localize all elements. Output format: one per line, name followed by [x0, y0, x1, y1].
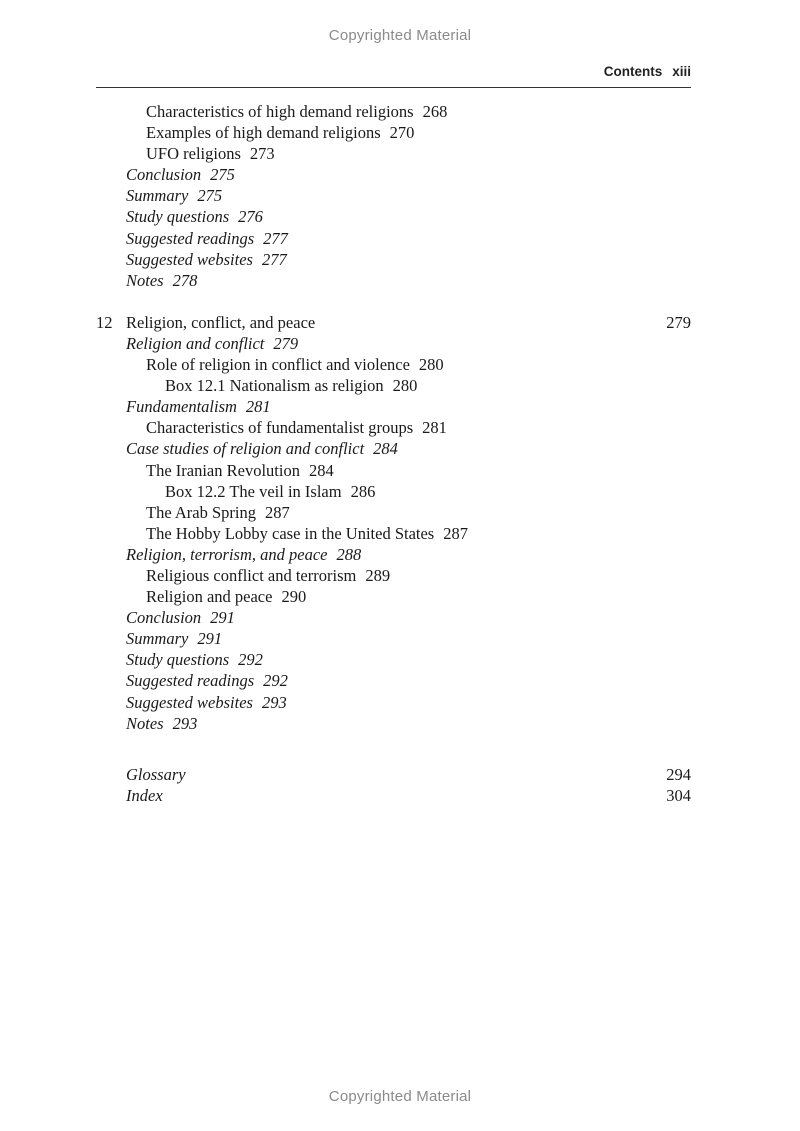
- toc-entry-title: Characteristics of fundamentalist groups: [146, 418, 414, 438]
- toc-entry-title: The Hobby Lobby case in the United States: [146, 523, 435, 543]
- toc-entry[interactable]: [96, 417, 691, 438]
- page-folio: xiii: [672, 64, 691, 79]
- toc-entry-title: Box 12.2 The veil in Islam: [165, 481, 342, 501]
- toc-entry[interactable]: [96, 228, 691, 249]
- running-head: [96, 64, 691, 79]
- toc-entry-title: Summary: [126, 186, 189, 206]
- toc-entry-page: 268: [422, 102, 448, 121]
- toc-entry[interactable]: [96, 670, 691, 691]
- toc-back-matter-entry[interactable]: [96, 764, 691, 785]
- toc-entry-title: Religion and conflict: [126, 333, 265, 353]
- toc-entry-page: 286: [350, 481, 376, 501]
- toc-entry-title: The Arab Spring: [146, 502, 256, 522]
- toc-entry-page: 270: [389, 123, 415, 143]
- toc-entry-title: Box 12.1 Nationalism as religion: [165, 376, 384, 396]
- toc-entry[interactable]: [96, 122, 691, 143]
- section-spacer: [96, 291, 691, 312]
- toc-entry[interactable]: [96, 185, 691, 206]
- toc-entry-title: Suggested readings: [126, 228, 255, 248]
- toc-entry-page: 275: [197, 186, 223, 206]
- toc-entry-page: 280: [418, 355, 444, 375]
- toc-entry[interactable]: [96, 713, 691, 734]
- section-spacer: [96, 734, 691, 764]
- toc-entry-page: 293: [172, 713, 198, 733]
- toc-entry-page: 290: [281, 587, 307, 607]
- toc-entry[interactable]: [96, 607, 691, 628]
- toc-entry-page: 292: [238, 650, 263, 670]
- toc-entry-page: 277: [263, 228, 288, 248]
- toc-entry[interactable]: [96, 460, 691, 481]
- toc-entry-page: 281: [422, 418, 447, 438]
- watermark-top: Copyrighted Material: [328, 27, 472, 44]
- toc-entry[interactable]: [96, 249, 691, 270]
- toc-entry-page: 280: [392, 376, 418, 396]
- toc-entry-page: 287: [443, 523, 468, 543]
- toc-entry[interactable]: [96, 206, 691, 227]
- toc-entry-page: 284: [373, 439, 398, 459]
- toc-entry[interactable]: [96, 143, 691, 164]
- toc-entry-page: 304: [666, 785, 691, 805]
- toc-entry-title: Notes: [126, 713, 164, 733]
- toc-entry[interactable]: [96, 354, 691, 375]
- header-rule: [96, 87, 691, 88]
- table-of-contents: [96, 101, 691, 806]
- toc-entry-title: Study questions: [126, 207, 230, 227]
- toc-entry[interactable]: [96, 164, 691, 185]
- toc-entry[interactable]: [96, 523, 691, 544]
- chapter-title: Religion, conflict, and peace: [126, 312, 316, 332]
- toc-entry-title: Study questions: [126, 650, 230, 670]
- toc-entry-page: 279: [273, 333, 299, 353]
- toc-entry-page: 287: [264, 502, 290, 522]
- toc-entry[interactable]: [96, 502, 691, 523]
- toc-entry-title: The Iranian Revolution: [146, 460, 300, 480]
- toc-entry-page: 291: [197, 629, 223, 649]
- toc-entry-page: 281: [245, 397, 271, 417]
- toc-entry-title: Index: [126, 785, 163, 805]
- toc-entry[interactable]: [96, 586, 691, 607]
- toc-entry[interactable]: [96, 270, 691, 291]
- toc-entry-title: Characteristics of high demand religions: [146, 102, 414, 121]
- toc-entry-title: Suggested readings: [126, 671, 255, 691]
- toc-entry-page: 289: [365, 565, 391, 585]
- toc-entry-title: Summary: [126, 629, 189, 649]
- toc-entry-title: Religion and peace: [146, 587, 273, 607]
- toc-entry-title: Conclusion: [126, 165, 202, 185]
- toc-entry-page: 276: [238, 207, 263, 227]
- toc-entry-title: Examples of high demand religions: [146, 123, 381, 143]
- toc-entry-title: Conclusion: [126, 608, 202, 628]
- toc-entry[interactable]: [96, 692, 691, 713]
- toc-entry-title: UFO religions: [146, 144, 241, 164]
- toc-entry[interactable]: [96, 544, 691, 565]
- toc-entry[interactable]: [96, 375, 691, 396]
- toc-entry-page: 284: [308, 460, 334, 480]
- toc-entry-page: 291: [210, 608, 235, 628]
- toc-entry[interactable]: [96, 438, 691, 459]
- toc-entry[interactable]: [96, 628, 691, 649]
- toc-entry-page: 273: [249, 144, 275, 164]
- toc-entry-title: Suggested websites: [126, 249, 253, 269]
- toc-entry[interactable]: [96, 333, 691, 354]
- toc-entry[interactable]: [96, 481, 691, 502]
- toc-entry[interactable]: [96, 565, 691, 586]
- toc-entry-page: 288: [336, 544, 362, 564]
- toc-entry-title: Religion, terrorism, and peace: [126, 544, 328, 564]
- toc-entry-page: 293: [261, 692, 287, 712]
- running-head-title: Contents: [603, 64, 663, 79]
- toc-entry-page: 277: [261, 249, 287, 269]
- toc-entry-title: Fundamentalism: [126, 397, 237, 417]
- toc-entry[interactable]: [96, 396, 691, 417]
- toc-entry-title: Role of religion in conflict and violence: [146, 355, 410, 375]
- toc-back-matter-entry[interactable]: [96, 785, 691, 806]
- toc-entry-page: 278: [172, 270, 198, 290]
- toc-entry[interactable]: [96, 649, 691, 670]
- toc-entry[interactable]: [96, 101, 691, 122]
- watermark-bottom: Copyrighted Material: [328, 1088, 472, 1105]
- toc-entry-title: Suggested websites: [126, 692, 253, 712]
- toc-entry-page: 275: [210, 165, 235, 185]
- toc-entry-title: Notes: [126, 270, 164, 290]
- chapter-page: 279: [666, 312, 691, 332]
- toc-entry-title: Religious conflict and terrorism: [146, 565, 357, 585]
- toc-entry-page: 292: [263, 671, 288, 691]
- chapter-number: 12: [96, 312, 113, 332]
- toc-chapter-heading[interactable]: [96, 312, 691, 333]
- toc-entry-page: 294: [666, 764, 691, 784]
- toc-entry-title: Glossary: [126, 764, 186, 784]
- toc-entry-title: Case studies of religion and conflict: [126, 439, 365, 459]
